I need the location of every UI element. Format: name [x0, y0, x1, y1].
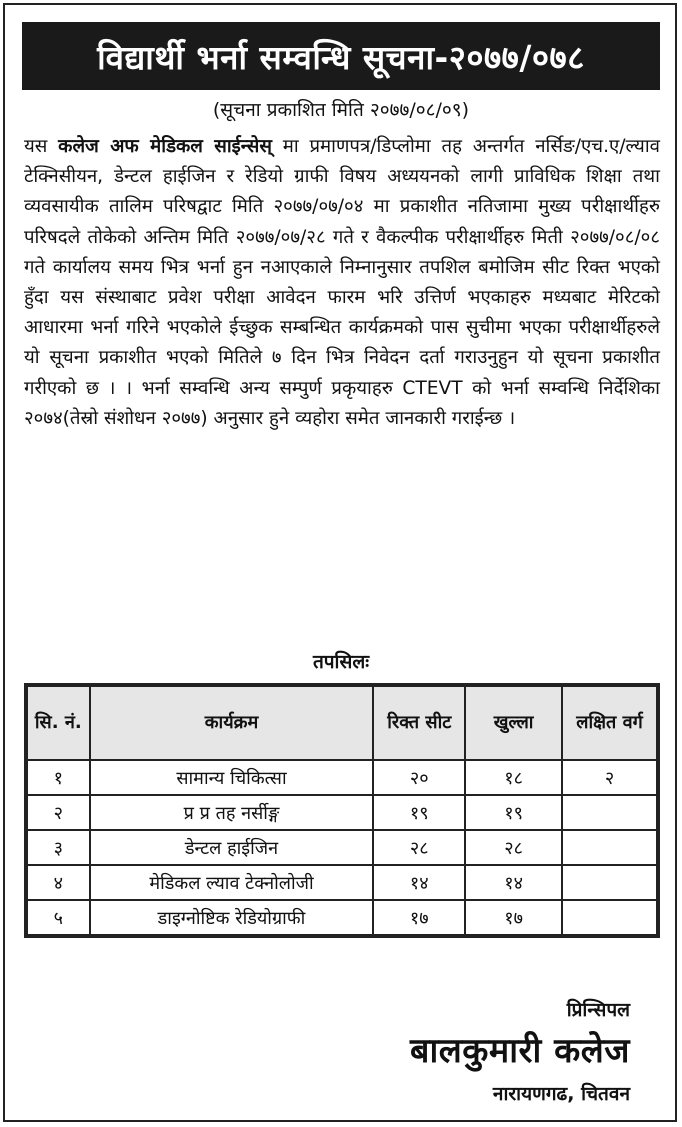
notice-title-text: विद्यार्थी भर्ना सम्वन्धि सूचना-२०७७/०७८: [97, 37, 585, 77]
cell-target: [562, 900, 657, 935]
notice-body: [24, 132, 660, 434]
header-program: कार्यक्रम: [90, 686, 374, 760]
cell-sn: १: [27, 760, 90, 795]
cell-vacant: १९: [373, 795, 465, 830]
signatory-address: नारायणगढ, चितवन: [492, 1083, 630, 1105]
body-content: मा प्रमाणपत्र/डिप्लोमा तह अन्तर्गत नर्सिङ/एच.ए/ल्याव टेक्निसीयन, डेन्टल हाईजिन र रेडियो ग्राफी विषय अध्ययनको लागी प्राविधिक शिक्षा तथा व्यवसायीक तालिम परिषद्वाट मिति २०७७/०७/०४ मा प्रकाशीत नतिजामा मुख्य परीक्षार्थीहरु परिषदले तोकेको अन्तिम मिति २०७७/०७/२८ गते र वैकल्पीक परीक्षार्थीहरु मिती २०७७/०८/०८ गते कार्यालय समय भित्र भर्ना हुन नआएकाले निम्नानुसार तपशिल बमोजिम सीट रिक्त भएको हुँदा यस संस्थाबाट प्रवेश परीक्षा आवेदन फारम भरि उत्तिर्ण भएकाहरु मध्यबाट मेरिटको आधारमा भर्ना गरिने भएकोले ईच्छुक सम्बन्धित कार्यक्रमको पास सुचीमा भएका परीक्षार्थीहरुले यो सूचना प्रकाशीत भएको मितिले ७ दिन भित्र निवेदन दर्ता गराउनुहुन यो सूचना प्रकाशीत गरीएको छ । । भर्ना सम्वन्धि अन्य सम्पुर्ण प्रकृयाहरु CTEVT को भर्ना सम्वन्धि निर्देशिका २०७४(तेस्रो संशोधन २०७७) अनुसार हुने व्यहोरा समेत जानकारी गराईन्छ ।: [24, 136, 660, 429]
table-row: [27, 830, 657, 865]
header-target: लक्षित वर्ग: [562, 686, 657, 760]
notice-title: [22, 22, 660, 90]
cell-program: सामान्य चिकित्सा: [90, 760, 374, 795]
header-sn: सि. नं.: [27, 686, 90, 760]
table-row: [27, 795, 657, 830]
cell-target: २: [562, 760, 657, 795]
cell-target: [562, 830, 657, 865]
seat-table: [24, 683, 660, 938]
cell-open: १९: [465, 795, 562, 830]
cell-program: प्र प्र तह नर्सीङ्ग: [90, 795, 374, 830]
college-name-bold: कलेज अफ मेडिकल साईन्सेस्: [58, 136, 272, 157]
cell-sn: ५: [27, 900, 90, 935]
cell-program: डाइग्नोष्टिक रेडियोग्राफी: [90, 900, 374, 935]
cell-target: [562, 865, 657, 900]
cell-vacant: २८: [373, 830, 465, 865]
signatory-title: प्रिन्सिपल: [566, 999, 630, 1021]
details-heading: तपसिलः: [312, 651, 370, 673]
cell-vacant: १४: [373, 865, 465, 900]
cell-open: १८: [465, 760, 562, 795]
table-row: [27, 900, 657, 935]
cell-vacant: १७: [373, 900, 465, 935]
cell-target: [562, 795, 657, 830]
cell-open: २८: [465, 830, 562, 865]
cell-sn: ४: [27, 865, 90, 900]
published-date: (सूचना प्रकाशित मिति २०७७/०८/०९): [212, 99, 470, 121]
table-row: [27, 865, 657, 900]
body-intro: यस: [24, 136, 59, 157]
cell-open: १७: [465, 900, 562, 935]
cell-open: १४: [465, 865, 562, 900]
cell-program: डेन्टल हाईजिन: [90, 830, 374, 865]
header-vacant: रिक्त सीट: [373, 686, 465, 760]
table-row: [27, 760, 657, 795]
table-header-row: [27, 686, 657, 760]
signatory-college: बालकुमारी कलेज: [410, 1031, 630, 1071]
header-open: खुल्ला: [465, 686, 562, 760]
cell-sn: २: [27, 795, 90, 830]
cell-sn: ३: [27, 830, 90, 865]
cell-vacant: २०: [373, 760, 465, 795]
cell-program: मेडिकल ल्याव टेक्नोलोजी: [90, 865, 374, 900]
